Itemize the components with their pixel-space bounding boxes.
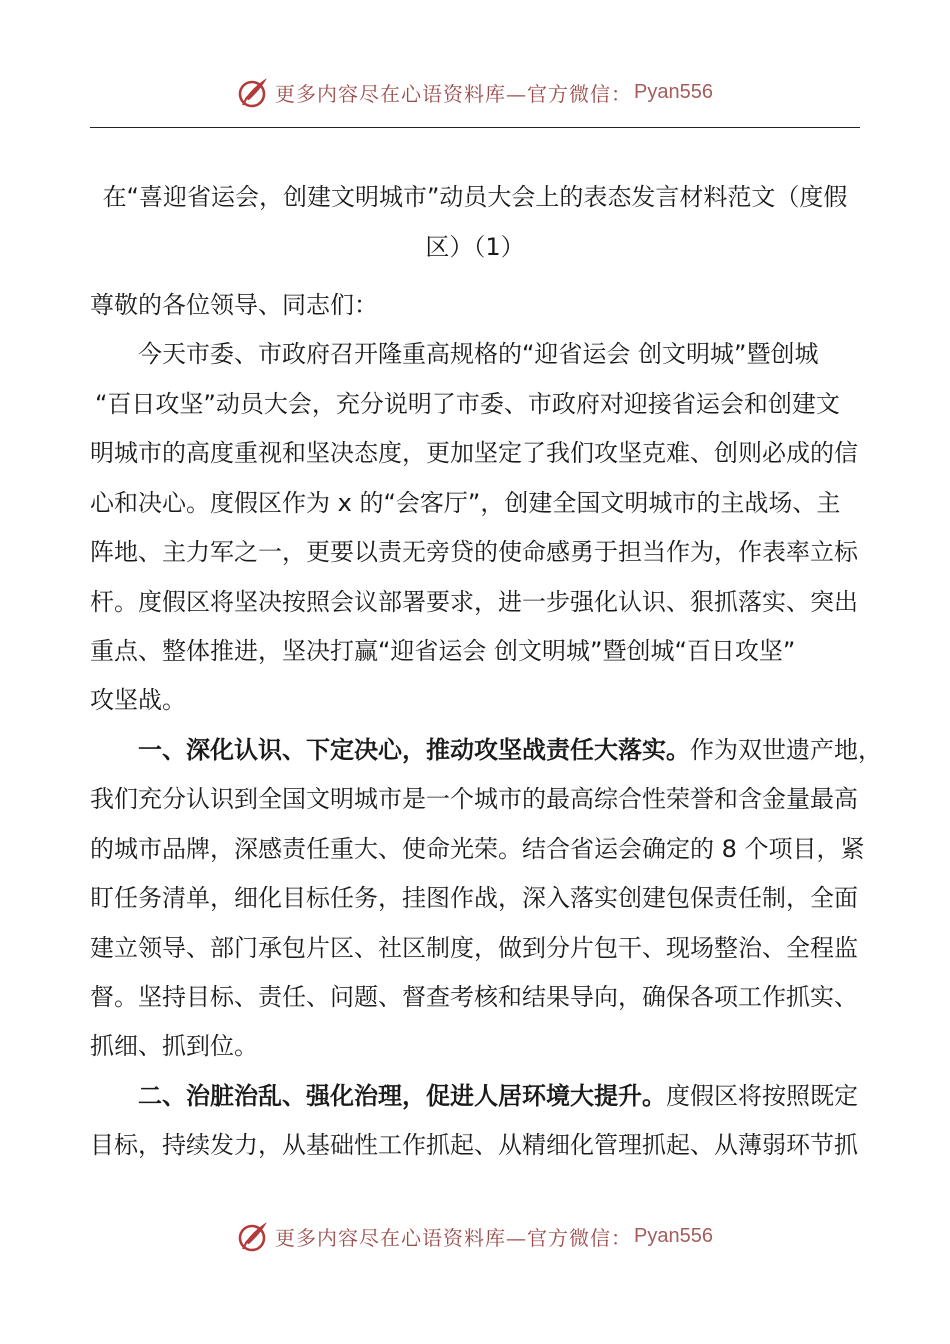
watermark-text: 更多内容尽在心语资料库—官方微信： [275,81,633,106]
title-line-1: 在“喜迎省运会，创建文明城市”动员大会上的表态发言材料范文（度假 [102,183,848,211]
paragraph-line: 阵地、主力军之一，更要以责无旁贷的使命感勇于担当作为，作表率立标 [90,538,858,566]
footer-watermark [0,1216,950,1256]
section-1-text: 作为双世遗产地， [690,736,882,764]
paragraph-line: 目标，持续发力，从基础性工作抓起、从精细化管理抓起、从薄弱环节抓 [90,1131,858,1159]
paragraph-line: 攻坚战。 [90,686,186,714]
paragraph-line: 今天市委、市政府召开隆重高规格的“迎省运会 创文明城”暨创城 [138,340,819,368]
salutation: 尊敬的各位领导、同志们： [90,291,378,319]
section-2-first-line [138,1071,918,1121]
paragraph-line: “百日攻坚”动员大会，充分说明了市委、市政府对迎接省运会和创建文 [95,390,840,418]
watermark-text: 更多内容尽在心语资料库—官方微信： [275,1225,633,1250]
paragraph-line: 盯任务清单，细化目标任务，挂图作战，深入落实创建包保责任制，全面 [90,884,858,912]
watermark-wechat-id: Pyan556 [634,1224,713,1247]
paragraph-line: 我们充分认识到全国文明城市是一个城市的最高综合性荣誉和含金量最高 [90,785,858,813]
paragraph-line: 抓细、抓到位。 [90,1032,258,1060]
paragraph-line: 杆。度假区将坚决按照会议部署要求，进一步强化认识、狠抓落实、突出 [90,588,858,616]
section-1-first-line [138,725,918,775]
watermark-wechat-id: Pyan556 [634,80,713,103]
title-line-2: 区）（1） [425,233,525,261]
paragraph-line: 的城市品牌，深感责任重大、使命光荣。结合省运会确定的 8 个项目，紧 [90,835,865,863]
section-2-heading: 二、治脏治乱、强化治理，促进人居环境大提升。 [138,1082,666,1110]
paragraph-line: 重点、整体推进，坚决打赢“迎省运会 创文明城”暨创城“百日攻坚” [90,637,796,665]
paragraph-line: 督。坚持目标、责任、问题、督查考核和结果导向，确保各项工作抓实、 [90,983,858,1011]
paragraph-line: 心和决心。度假区作为 x 的“会客厅”，创建全国文明城市的主战场、主 [90,489,841,517]
paragraph-line: 建立领导、部门承包片区、社区制度，做到分片包干、现场整治、全程监 [90,934,858,962]
header-divider [90,127,860,128]
section-2-text: 度假区将按照既定 [666,1082,858,1110]
header-watermark [0,72,950,112]
quill-logo-icon [237,75,271,109]
document-title [90,172,860,272]
section-1-heading: 一、深化认识、下定决心，推动攻坚战责任大落实。 [138,736,690,764]
paragraph-line: 明城市的高度重视和坚决态度，更加坚定了我们攻坚克难、创则必成的信 [90,439,858,467]
quill-logo-icon [237,1219,271,1253]
